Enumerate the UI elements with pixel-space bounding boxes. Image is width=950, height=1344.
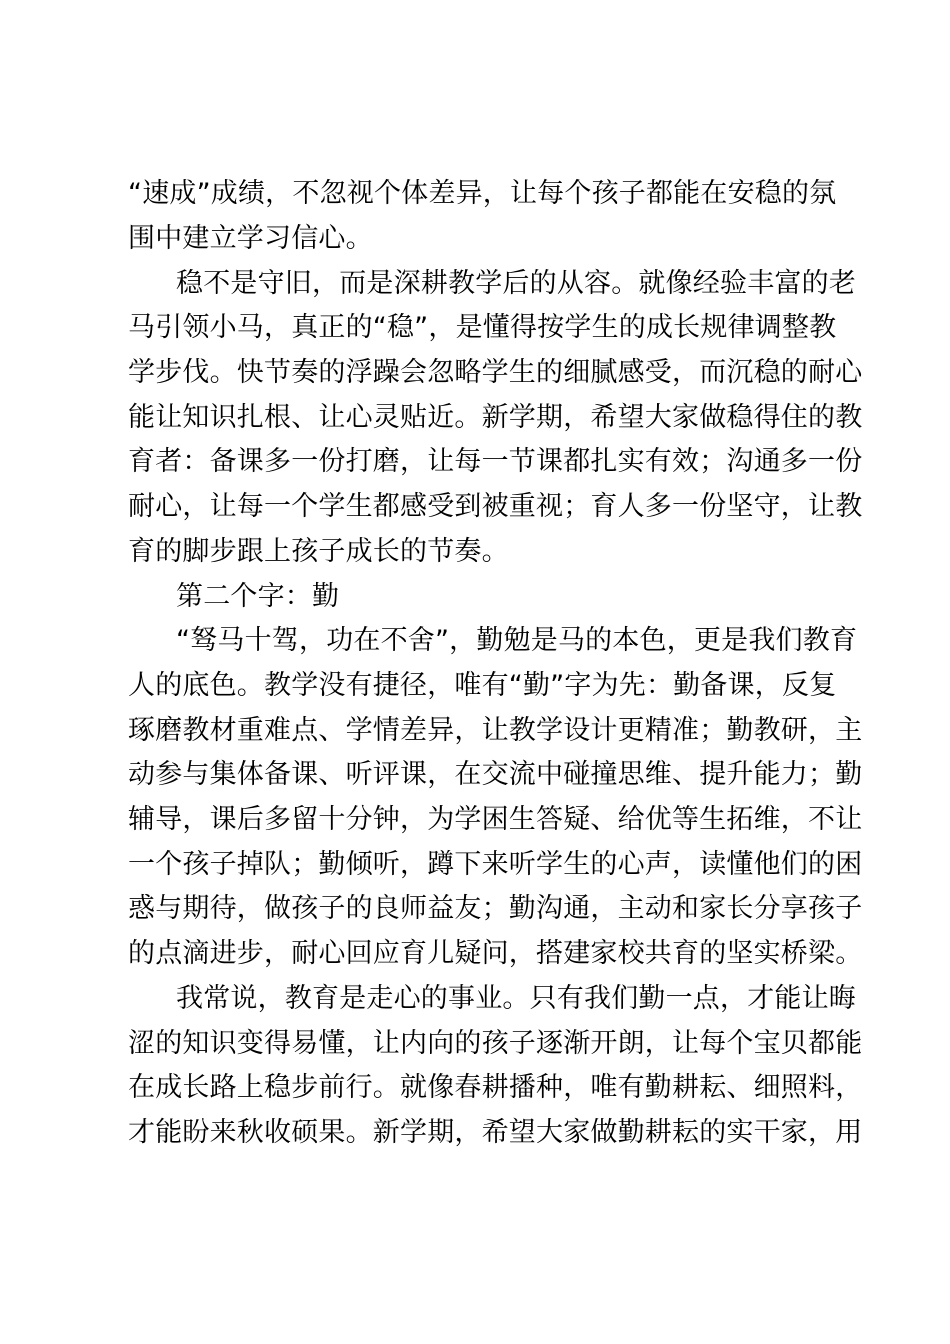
text-line-8: 耐心，让每一个学生都感受到被重视；育人多一份坚守，让教 <box>128 491 863 522</box>
text-line-17: 惑与期待，做孩子的良师益友；勤沟通，主动和家长分享孩子 <box>128 893 863 924</box>
text-line-1: “速成”成绩，不忽视个体差异，让每个孩子都能在安稳的氛 <box>128 178 837 209</box>
text-line-19: 我常说，教育是走心的事业。只有我们勤一点，才能让晦 <box>176 983 856 1014</box>
text-line-12: 人的底色。教学没有捷径，唯有“勤”字为先：勤备课，反复 <box>128 670 837 701</box>
text-line-11: “驽马十驾，功在不舍”，勤勉是马的本色，更是我们教育 <box>176 625 858 656</box>
text-line-20: 涩的知识变得易懂，让内向的孩子逐渐开朗，让每个宝贝都能 <box>128 1028 863 1059</box>
text-line-18: 的点滴进步，耐心回应育儿疑问，搭建家校共育的坚实桥梁。 <box>128 938 863 969</box>
text-line-16: 一个孩子掉队；勤倾听，蹲下来听学生的心声，读懂他们的困 <box>128 849 863 880</box>
text-line-13: 琢磨教材重难点、学情差异，让教学设计更精准；勤教研，主 <box>128 715 863 746</box>
text-line-7: 育者：备课多一份打磨，让每一节课都扎实有效；沟通多一份 <box>128 446 863 477</box>
text-line-21: 在成长路上稳步前行。就像春耕播种，唯有勤耕耘、细照料， <box>128 1072 863 1103</box>
text-line-6: 能让知识扎根、让心灵贴近。新学期，希望大家做稳得住的教 <box>128 402 863 433</box>
text-line-5: 学步伐。快节奏的浮躁会忽略学生的细腻感受，而沉稳的耐心 <box>128 357 863 388</box>
text-line-15: 辅导，课后多留十分钟，为学困生答疑、给优等生拓维，不让 <box>128 804 863 835</box>
text-line-22: 才能盼来秋收硕果。新学期，希望大家做勤耕耘的实干家，用 <box>128 1117 863 1148</box>
text-line-4: 马引领小马，真正的“稳”，是懂得按学生的成长规律调整教 <box>128 312 837 343</box>
text-line-14: 动参与集体备课、听评课，在交流中碰撞思维、提升能力；勤 <box>128 759 863 790</box>
text-line-3: 稳不是守旧，而是深耕教学后的从容。就像经验丰富的老 <box>176 268 856 299</box>
section-heading: 第二个字：勤 <box>176 581 340 612</box>
text-line-9: 育的脚步跟上孩子成长的节奏。 <box>128 536 509 567</box>
text-line-2: 围中建立学习信心。 <box>128 223 373 254</box>
